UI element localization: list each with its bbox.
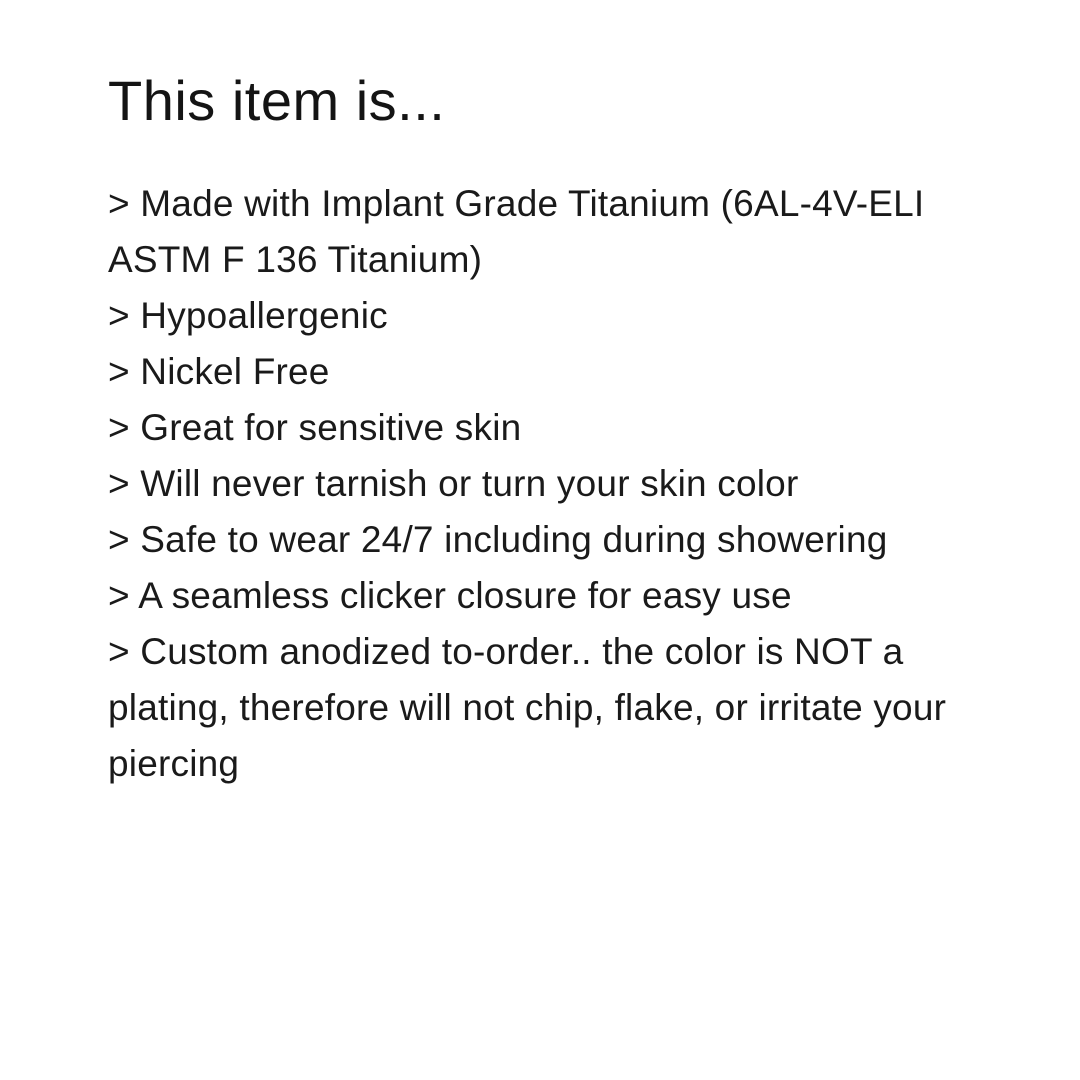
list-item: > Will never tarnish or turn your skin color: [108, 462, 799, 504]
feature-list: [108, 176, 972, 792]
page-title: This item is...: [108, 69, 446, 132]
list-item: > Made with Implant Grade Titanium (6AL-4V-ELI ASTM F 136 Titanium): [108, 182, 925, 280]
list-item: > Hypoallergenic: [108, 294, 388, 336]
list-item: > Safe to wear 24/7 including during showering: [108, 518, 888, 560]
list-item: > Custom anodized to-order.. the color is NOT a plating, therefore will not chip, flake, or irritate your piercing: [108, 630, 947, 784]
list-item: > Great for sensitive skin: [108, 406, 522, 448]
list-item: > Nickel Free: [108, 350, 330, 392]
list-item: > A seamless clicker closure for easy use: [108, 574, 792, 616]
